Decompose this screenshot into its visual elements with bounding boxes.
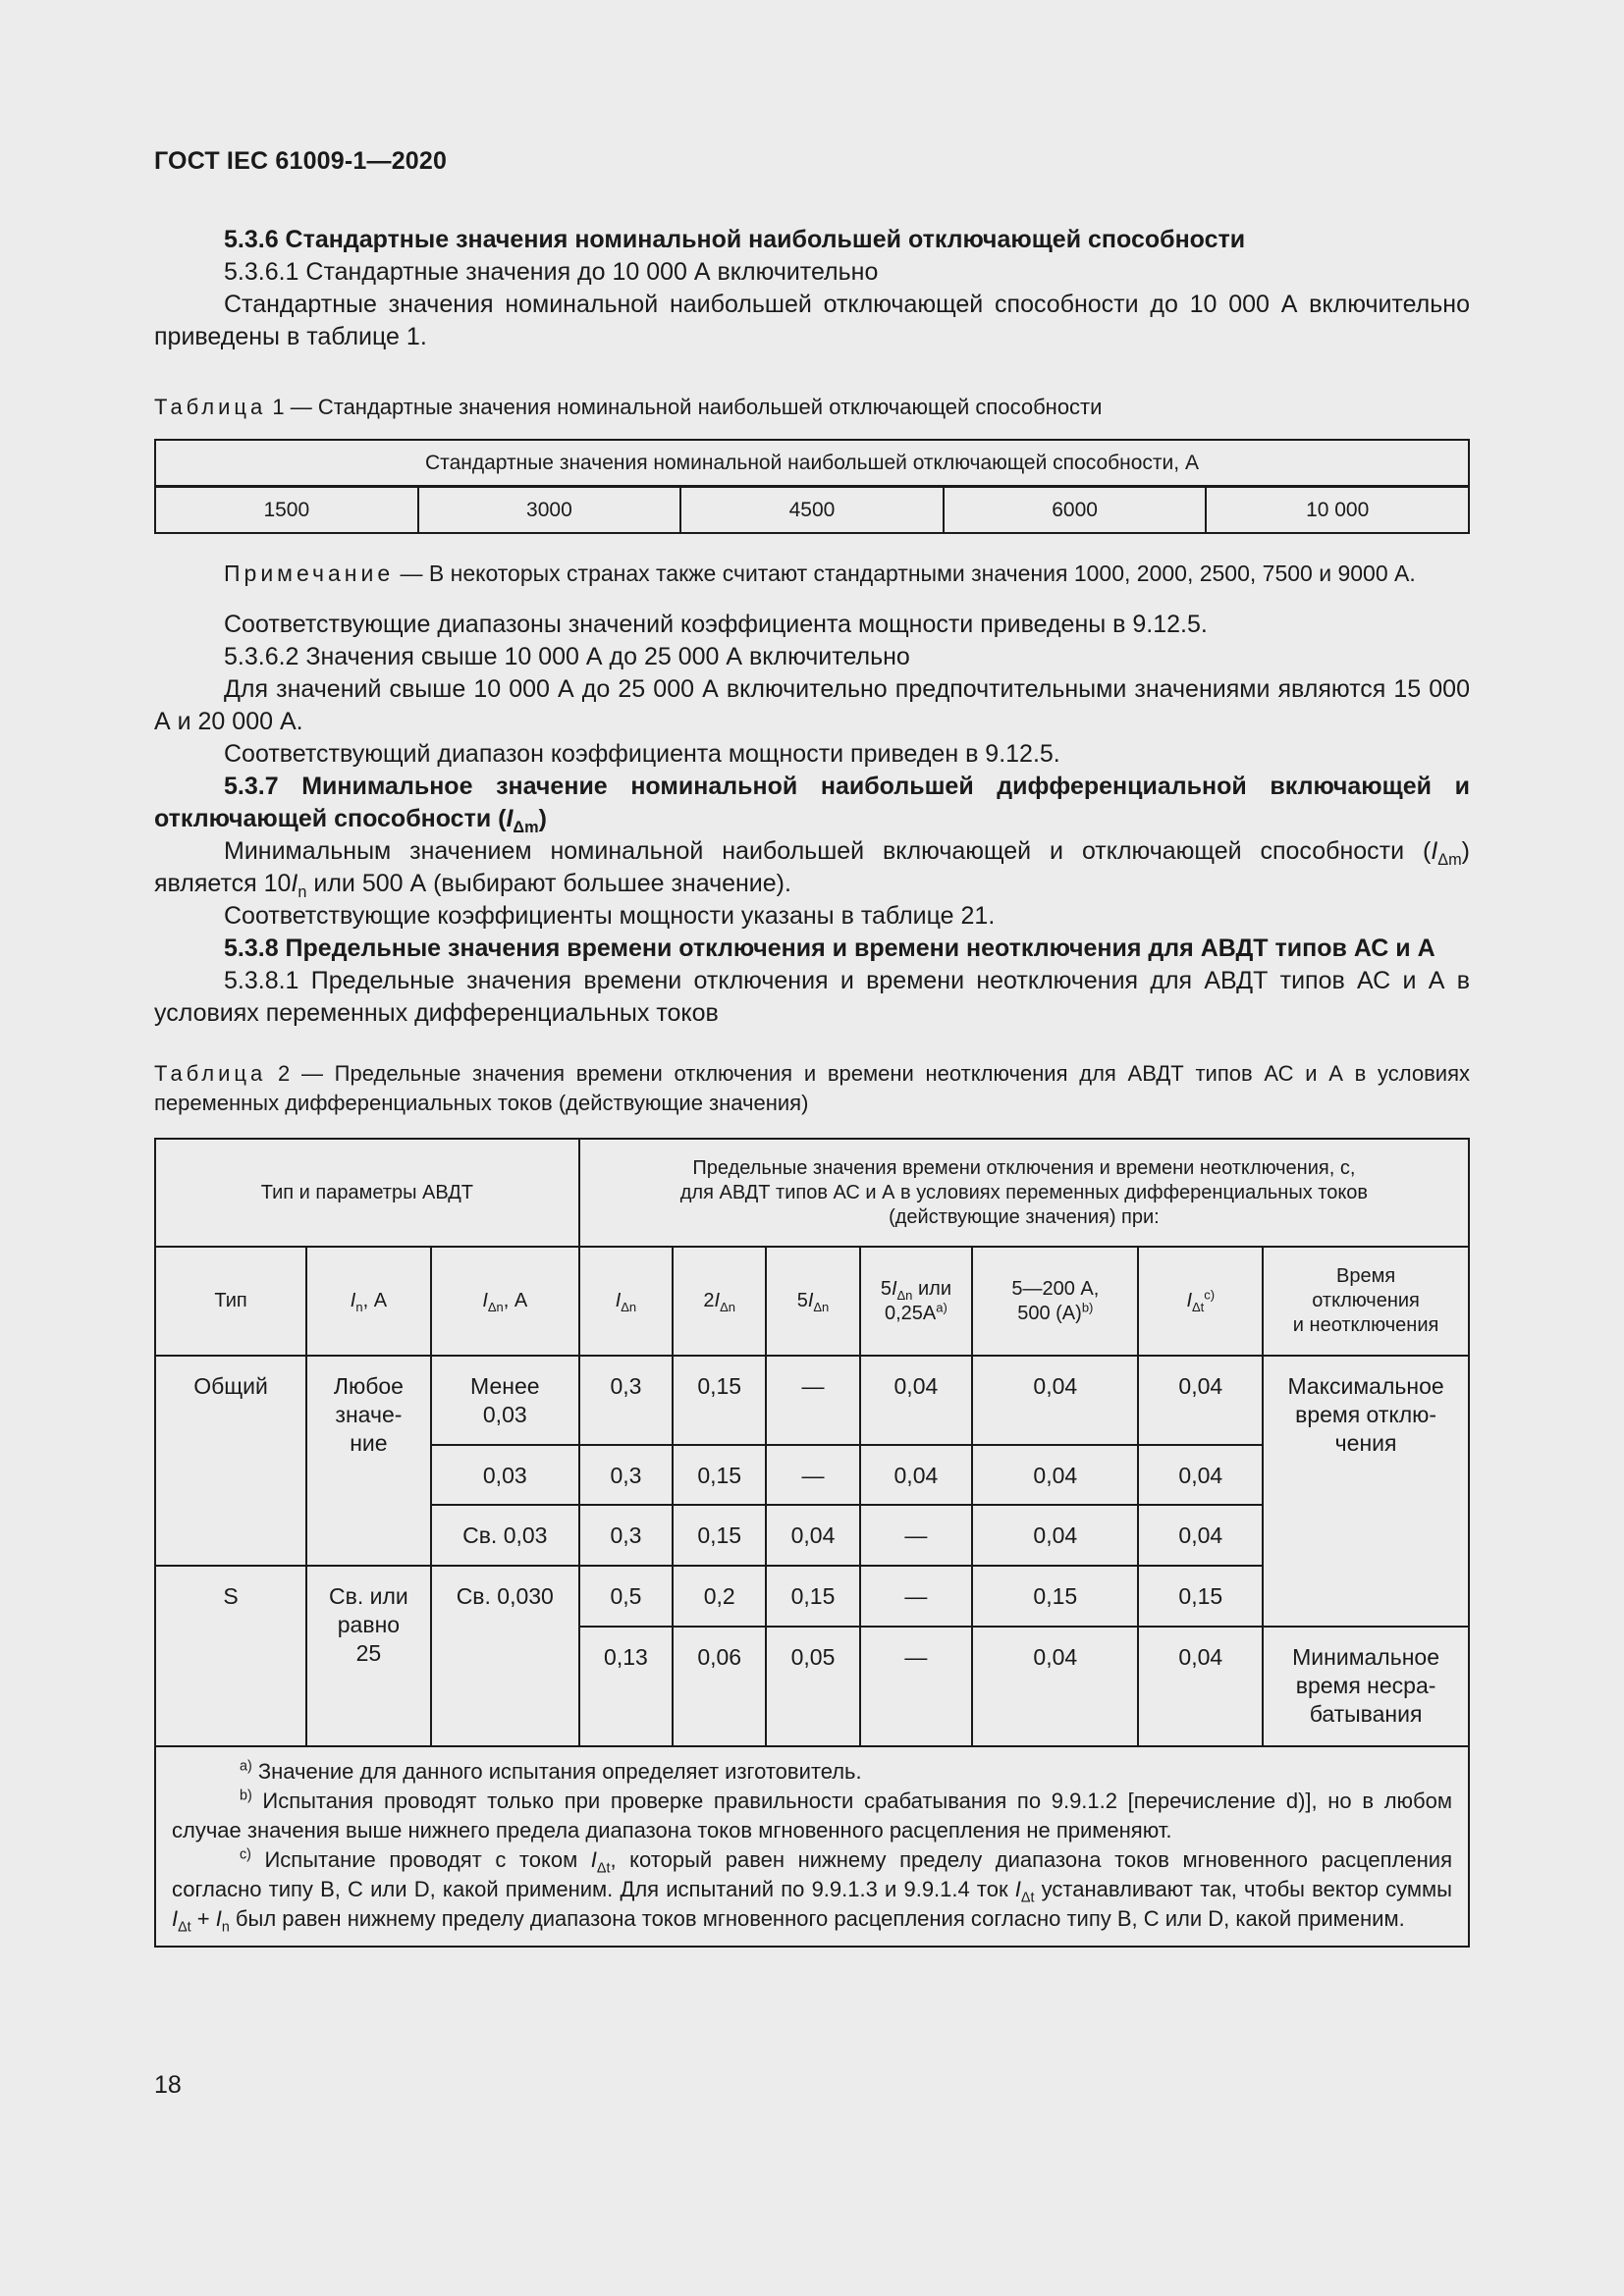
note-text: — В некоторых странах также считают стандартными значения 1000, 2000, 2500, 7500 и 9000 А. bbox=[400, 561, 1416, 586]
cell: 0,15 bbox=[1138, 1566, 1263, 1627]
footnote-c: $^{c)}$ Испытание проводят с током $I_{\Delta t}$, который равен нижнему пределу диапазона токов мгновенного расцепления согласно типу B, C или D, какой применим. Для испытаний по 9.9.1.3 и 9.9.1.4 ток $I_{\Delta t}$ устанавливают так, чтобы вектор суммы $I_{\Delta t} + I_n$ был равен нижнему пределу диапазона токов мгновенного расцепления согласно типу B, C или D, какой применим. bbox=[172, 1846, 1452, 1936]
cell: 0,04 bbox=[1138, 1356, 1263, 1445]
cell: 0,04 bbox=[1138, 1627, 1263, 1746]
cell: — bbox=[860, 1566, 973, 1627]
table1-value: 3000 bbox=[418, 487, 681, 534]
g2-type: S bbox=[155, 1566, 306, 1746]
section-5-3-7-title: 5.3.7 Минимальное значение номинальной наибольшей дифференциальной включающей и отключающей способности $(I_{\Delta m})$ bbox=[154, 773, 1470, 836]
table1-caption-text: 1 — Стандартные значения номинальной наибольшей отключающей способности bbox=[272, 395, 1103, 419]
table2-caption bbox=[154, 1059, 1470, 1118]
col-time: Время отключения и неотключения bbox=[1263, 1247, 1469, 1356]
col-idn-2x: $2I_{\Delta n}$ bbox=[673, 1247, 766, 1356]
col-idn-5x-or: $5I_{\Delta n}$ или $0,25А^{a)}$ bbox=[860, 1247, 973, 1356]
cell: 0,15 bbox=[673, 1356, 766, 1445]
row-idn: 0,03 bbox=[431, 1445, 579, 1505]
cell: 0,15 bbox=[673, 1505, 766, 1566]
section-5-3-8-1: 5.3.8.1 Предельные значения времени отключения и времени неотключения для АВДТ типов АС и А в условиях переменных дифференциальных токов bbox=[154, 967, 1470, 1027]
table1-value: 4500 bbox=[680, 487, 944, 534]
cell: 0,04 bbox=[860, 1356, 973, 1445]
col-idn-1x: $I_{\Delta n}$ bbox=[579, 1247, 673, 1356]
footnote-b: $^{b)}$ Испытания проводят только при проверке правильности срабатывания по 9.9.1.2 [перечисление d)], но в любом случае значения выше нижнего предела диапазона токов мгновенного расцепления не применяют. bbox=[172, 1788, 1452, 1842]
section-5-3-6-2: 5.3.6.2 Значения свыше 10 000 А до 25 000 А включительно bbox=[224, 643, 910, 670]
g1-in: Любое значе- ние bbox=[306, 1356, 431, 1566]
col-idt: $I_{\Delta t}^{c)}$ bbox=[1138, 1247, 1263, 1356]
cell: 0,3 bbox=[579, 1356, 673, 1445]
cell: 0,3 bbox=[579, 1505, 673, 1566]
table2-caption-text: 2 — Предельные значения времени отключения и времени неотключения для АВДТ типов АС и А в условиях переменных дифференциальных токов (действующие значения) bbox=[154, 1061, 1470, 1115]
g2-note: Минимальное время несра- батывания bbox=[1263, 1627, 1469, 1746]
cell: 0,5 bbox=[579, 1566, 673, 1627]
cell: 0,05 bbox=[766, 1627, 859, 1746]
table2-footnotes bbox=[155, 1746, 1469, 1947]
cell: 0,04 bbox=[972, 1356, 1138, 1445]
body-paragraph: Для значений свыше 10 000 А до 25 000 А включительно предпочтительными значениями являются 15 000 А и 20 000 А. bbox=[154, 675, 1470, 735]
cell: 0,04 bbox=[972, 1505, 1138, 1566]
table1-value: 10 000 bbox=[1206, 487, 1469, 534]
document-code: ГОСТ IEC 61009-1—2020 bbox=[154, 147, 448, 175]
row-idn: Св. 0,030 bbox=[431, 1566, 579, 1746]
row-idn: Св. 0,03 bbox=[431, 1505, 579, 1566]
cell: 0,04 bbox=[1138, 1445, 1263, 1505]
cell: 0,15 bbox=[673, 1445, 766, 1505]
cell: 0,04 bbox=[972, 1445, 1138, 1505]
table-row bbox=[155, 1356, 1469, 1445]
body-paragraph: Минимальным значением номинальной наибольшей включающей и отключающей способности $(I_{\Delta m})$ является $10I_n$ или 500 А (выбирают большее значение). bbox=[154, 837, 1470, 901]
cell: 0,13 bbox=[579, 1627, 673, 1746]
cell: — bbox=[766, 1356, 859, 1445]
col-in: $I_n$, А bbox=[306, 1247, 431, 1356]
section-5-3-6-1-text: Стандартные значения номинальной наибольшей отключающей способности до 10 000 А включительно приведены в таблице 1. bbox=[154, 291, 1470, 350]
section-5-3-6-1: 5.3.6.1 Стандартные значения до 10 000 А включительно bbox=[224, 258, 879, 286]
cell: — bbox=[766, 1445, 859, 1505]
cell: — bbox=[860, 1505, 973, 1566]
table1-caption bbox=[154, 393, 1470, 422]
g1-note: Максимальное время отклю- чения bbox=[1263, 1356, 1469, 1627]
row-idn: Менее 0,03 bbox=[431, 1356, 579, 1445]
cell: 0,04 bbox=[860, 1445, 973, 1505]
col-idn: $I_{\Delta n}$, А bbox=[431, 1247, 579, 1356]
table2-caption-label: Таблица bbox=[154, 1061, 267, 1086]
table1-value: 6000 bbox=[944, 487, 1207, 534]
table1-note bbox=[154, 559, 1470, 589]
col-type: Тип bbox=[155, 1247, 306, 1356]
section-5-3-6-title: 5.3.6 Стандартные значения номинальной наибольшей отключающей способности bbox=[224, 226, 1246, 253]
table2-head-left: Тип и параметры АВДТ bbox=[155, 1139, 579, 1247]
cell: 0,3 bbox=[579, 1445, 673, 1505]
cell: 0,2 bbox=[673, 1566, 766, 1627]
table1-caption-label: Таблица bbox=[154, 395, 267, 419]
g2-in: Св. или равно 25 bbox=[306, 1566, 431, 1746]
g1-type: Общий bbox=[155, 1356, 306, 1566]
col-5-200a: 5—200 А, 500 $(А)^{b)}$ bbox=[972, 1247, 1138, 1356]
cell: 0,06 bbox=[673, 1627, 766, 1746]
col-idn-5x: $5I_{\Delta n}$ bbox=[766, 1247, 859, 1356]
cell: 0,15 bbox=[766, 1566, 859, 1627]
body-paragraph: Соответствующий диапазон коэффициента мощности приведен в 9.12.5. bbox=[224, 740, 1060, 768]
page-number: 18 bbox=[154, 2071, 182, 2099]
table2-head-right: Предельные значения времени отключения и времени неотключения, с, для АВДТ типов АС и А в условиях переменных дифференциальных токов (действующие значения) при: bbox=[579, 1139, 1469, 1247]
section-5-3-8-title: 5.3.8 Предельные значения времени отключения и времени неотключения для АВДТ типов АС и А bbox=[224, 934, 1435, 962]
footnote-a: $^{a)}$ Значение для данного испытания определяет изготовитель. bbox=[240, 1758, 862, 1784]
body-paragraph: Соответствующие коэффициенты мощности указаны в таблице 21. bbox=[224, 902, 996, 930]
cell: — bbox=[860, 1627, 973, 1746]
table1-header: Стандартные значения номинальной наибольшей отключающей способности, А bbox=[155, 440, 1469, 487]
body-paragraph: Соответствующие диапазоны значений коэффициента мощности приведены в 9.12.5. bbox=[224, 611, 1208, 638]
cell: 0,15 bbox=[972, 1566, 1138, 1627]
note-label: Примечание bbox=[224, 561, 395, 586]
table2 bbox=[154, 1138, 1470, 1948]
cell: 0,04 bbox=[972, 1627, 1138, 1746]
page-content bbox=[154, 224, 1470, 1948]
cell: 0,04 bbox=[766, 1505, 859, 1566]
table1-value: 1500 bbox=[155, 487, 418, 534]
table1 bbox=[154, 439, 1470, 534]
cell: 0,04 bbox=[1138, 1505, 1263, 1566]
